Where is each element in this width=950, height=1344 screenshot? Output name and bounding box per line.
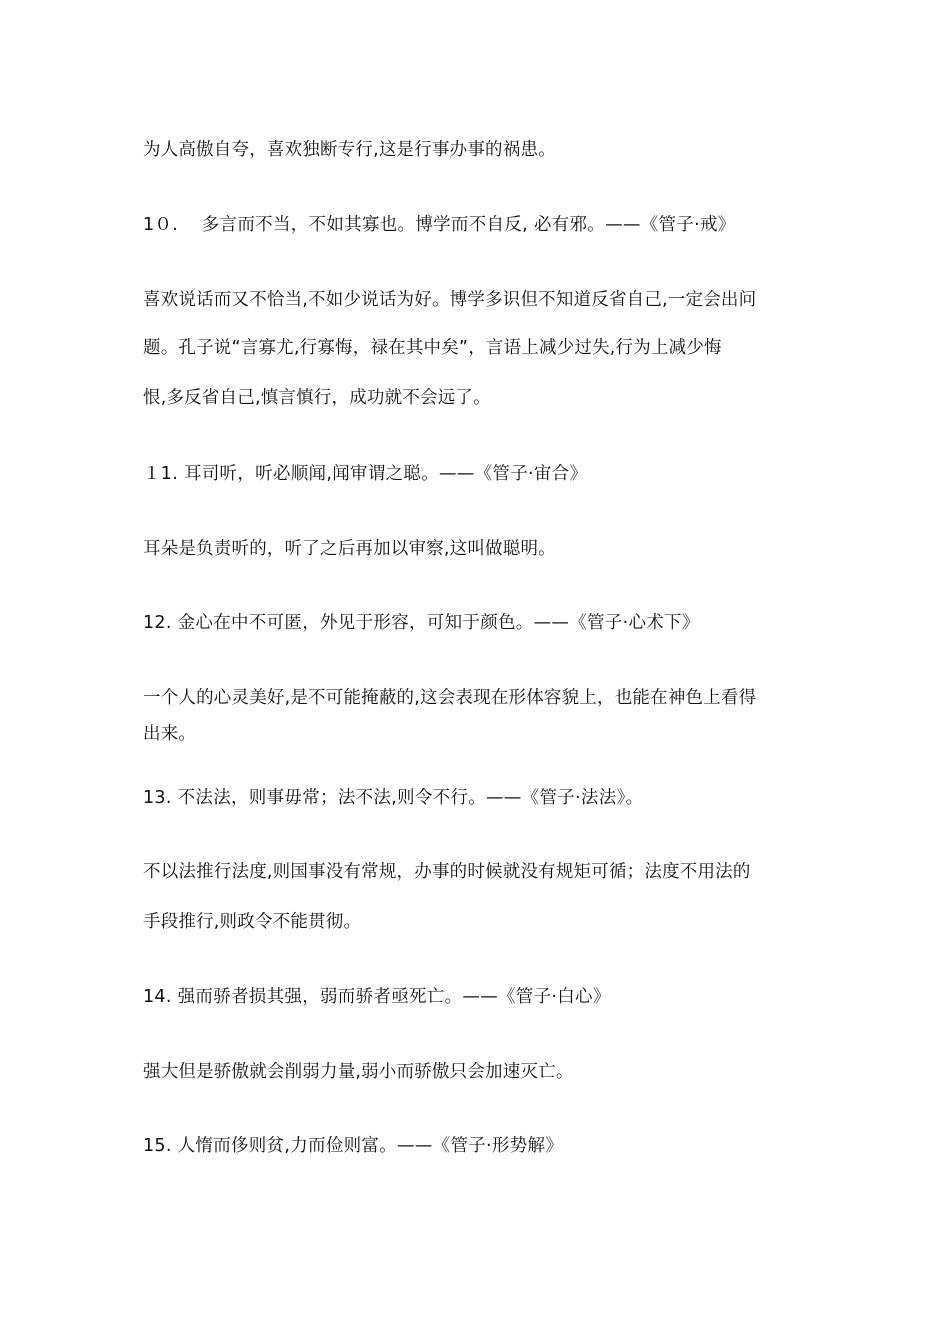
text-line-4: 题。孔子说“言寡尤,行寡悔，禄在其中矣”，言语上减少过失,行为上减少悔 [143, 338, 722, 358]
text-line-3: 喜欢说话而又不恰当,不如少说话为好。博学多识但不知道反省自己,一定会出问 [143, 290, 757, 310]
text-line-12: 不以法推行法度,则国事没有常规，办事的时候就没有规矩可循；法度不用法的 [143, 862, 751, 882]
text-line-1: 为人高傲自夸，喜欢独断专行,这是行事办事的祸患。 [143, 140, 556, 160]
quote-line-10: 1０. 多言而不当，不如其寡也。博学而不自反, 必有邪。——《管子·戒》 [143, 215, 736, 235]
text-line-7: 耳朵是负责听的，听了之后再加以审察,这叫做聪明。 [143, 539, 556, 559]
quote-line-11: １1. 耳司听，听必顺闻,闻审谓之聪。——《管子·宙合》 [143, 464, 588, 484]
quote-line-12: 12. 金心在中不可匿，外见于形容，可知于颜色。——《管子·心术下》 [143, 613, 700, 633]
text-line-10: 出来。 [143, 724, 197, 744]
quote-line-15: 15. 人惰而侈则贫,力而俭则富。——《管子·形势解》 [143, 1136, 564, 1156]
text-line-9: 一个人的心灵美好,是不可能掩蔽的,这会表现在形体容貌上，也能在神色上看得 [143, 688, 757, 708]
quote-line-13: 13. 不法法，则事毋常；法不法,则令不行。——《管子·法法》。 [143, 788, 644, 808]
text-line-15: 强大但是骄傲就会削弱力量,弱小而骄傲只会加速灭亡。 [143, 1062, 574, 1082]
text-line-13: 手段推行,则政令不能贯彻。 [143, 912, 362, 932]
quote-line-14: 14. 强而骄者损其强，弱而骄者亟死亡。——《管子·白心》 [143, 987, 611, 1007]
text-line-5: 恨,多反省自己,慎言慎行，成功就不会远了。 [143, 388, 491, 408]
